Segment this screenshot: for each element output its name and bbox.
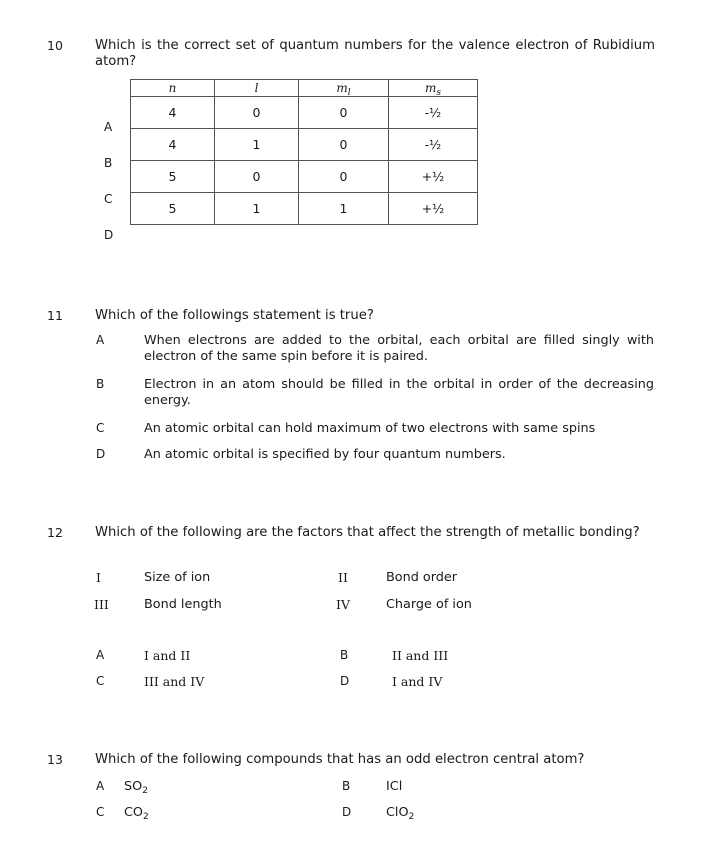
question-11-text: Which of the followings statement is true? xyxy=(95,308,374,323)
row-label-d: D xyxy=(104,228,114,242)
option-11-c-label: C xyxy=(96,421,105,435)
option-11-c-text: An atomic orbital can hold maximum of two electrons with same spins xyxy=(144,421,596,436)
option-11-a-label: A xyxy=(96,333,105,347)
option-12-c-text: III and IV xyxy=(144,674,205,689)
row-label-a: A xyxy=(104,120,113,134)
option-12-d-label: D xyxy=(340,674,350,688)
option-12-b-label: B xyxy=(340,648,349,662)
option-11-d-text: An atomic orbital is specified by four quantum numbers. xyxy=(144,447,506,462)
statement-ii-label: II xyxy=(338,570,348,585)
statement-iv-text: Charge of ion xyxy=(386,597,472,612)
option-12-d-text: I and IV xyxy=(392,674,443,689)
row-label-b: B xyxy=(104,156,113,170)
statement-i-label: I xyxy=(96,570,101,585)
option-13-c-formula: $CO_2$ xyxy=(124,805,149,822)
table-row: 5 0 0 +½ xyxy=(131,161,478,193)
question-13-text: Which of the following compounds that has an odd electron central atom? xyxy=(95,752,585,767)
option-13-a-formula: $SO_2$ xyxy=(124,779,148,796)
table-row: 5 1 1 +½ xyxy=(131,193,478,225)
option-12-a-text: I and II xyxy=(144,648,191,663)
statement-iii-label: III xyxy=(94,597,109,612)
statement-i-text: Size of ion xyxy=(144,570,211,585)
option-13-d-label: D xyxy=(342,805,352,819)
option-11-b-label: B xyxy=(96,377,105,391)
option-13-a-label: A xyxy=(96,779,105,793)
question-11-number: 11 xyxy=(47,308,63,323)
question-12-text: Which of the following are the factors that affect the strength of metallic bonding? xyxy=(95,525,640,540)
option-11-d-label: D xyxy=(96,447,106,461)
option-13-c-label: C xyxy=(96,805,105,819)
option-13-b-label: B xyxy=(342,779,351,793)
option-13-d-formula: ClO$_2$ xyxy=(386,805,415,822)
option-13-b-formula: ICl xyxy=(386,779,403,794)
header-l: l xyxy=(215,80,299,97)
statement-iii-text: Bond length xyxy=(144,597,222,612)
header-ml: $m_l$ xyxy=(299,80,389,97)
question-13-number: 13 xyxy=(47,752,63,767)
option-11-b-text: Electron in an atom should be filled in the orbital in order of the decreasing energy. xyxy=(144,377,654,408)
statement-ii-text: Bond order xyxy=(386,570,458,585)
option-12-a-label: A xyxy=(96,648,105,662)
question-12-number: 12 xyxy=(47,525,63,540)
quantum-number-table xyxy=(130,79,478,225)
option-11-a-text: When electrons are added to the orbital, each orbital are filled singly with electron of the same spin before it is paired. xyxy=(144,333,654,364)
table-row: 4 1 0 -½ xyxy=(131,129,478,161)
question-10-number: 10 xyxy=(47,38,63,53)
header-n: n xyxy=(131,80,215,97)
question-10-text: Which is the correct set of quantum numbers for the valence electron of Rubidium atom? xyxy=(95,38,655,69)
statement-iv-label: IV xyxy=(336,597,350,612)
table-row: 4 0 0 -½ xyxy=(131,97,478,129)
row-label-c: C xyxy=(104,192,113,206)
option-12-c-label: C xyxy=(96,674,105,688)
header-ms: $m_s$ xyxy=(389,80,478,97)
option-12-b-text: II and III xyxy=(392,648,449,663)
